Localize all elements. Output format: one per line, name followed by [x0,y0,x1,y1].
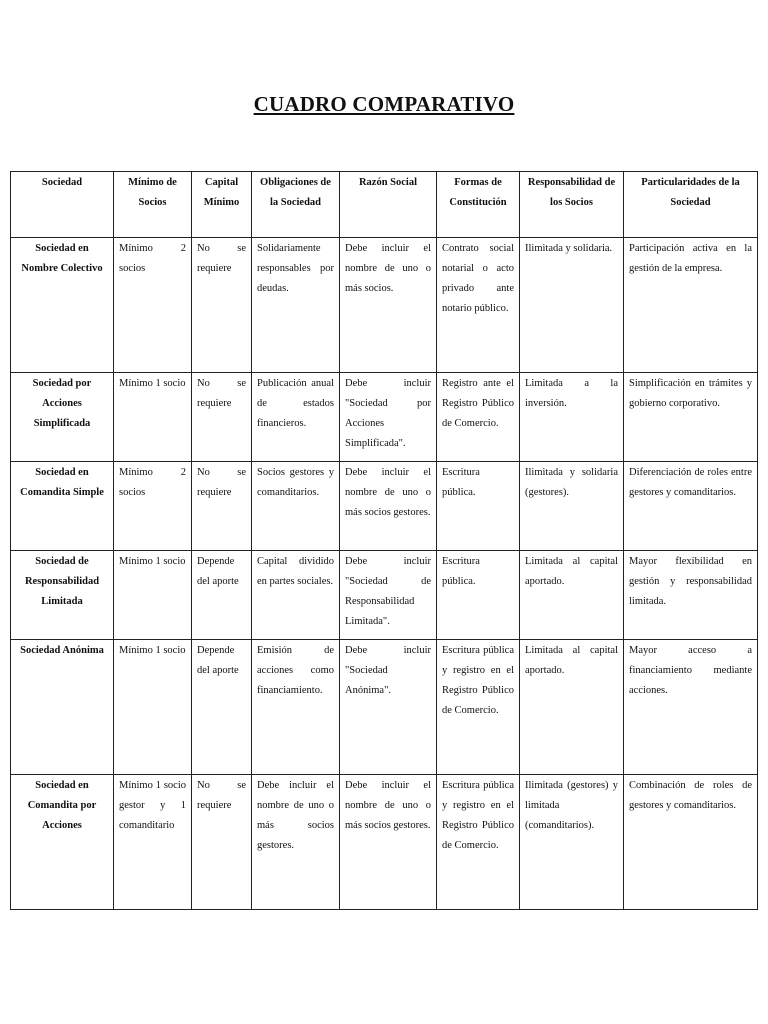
table-cell: No se requiere [192,462,252,551]
table-cell: Debe incluir el nombre de uno o más socios gestores. [252,775,340,910]
table-cell: Mínimo 1 socio gestor y 1 comanditario [114,775,192,910]
header-cell: Sociedad [11,172,114,238]
company-type-cell: Sociedad por Acciones Simplificada [11,373,114,462]
comparison-table [10,171,758,910]
table-cell: Capital dividido en partes sociales. [252,551,340,640]
table-row [11,775,758,910]
table-cell: Emisión de acciones como financiamiento. [252,640,340,775]
header-cell: Obligaciones de la Sociedad [252,172,340,238]
header-cell: Razón Social [340,172,437,238]
table-cell: No se requiere [192,373,252,462]
table-cell: Ilimitada y solidaria. [520,238,624,373]
table-cell: Participación activa en la gestión de la empresa. [624,238,758,373]
table-row [11,640,758,775]
table-cell: Depende del aporte [192,640,252,775]
table-cell: No se requiere [192,775,252,910]
header-cell: Capital Mínimo [192,172,252,238]
company-type-cell: Sociedad Anónima [11,640,114,775]
table-cell: Mínimo 2 socios [114,238,192,373]
table-cell: Mínimo 2 socios [114,462,192,551]
table-cell: Combinación de roles de gestores y comanditarios. [624,775,758,910]
company-type-cell: Sociedad en Comandita por Acciones [11,775,114,910]
company-type-cell: Sociedad en Comandita Simple [11,462,114,551]
table-cell: Debe incluir "Sociedad Anónima". [340,640,437,775]
table-cell: Limitada al capital aportado. [520,551,624,640]
header-cell: Formas de Constitución [437,172,520,238]
table-body [11,172,758,910]
company-type-cell: Sociedad de Responsabilidad Limitada [11,551,114,640]
table-cell: Limitada al capital aportado. [520,640,624,775]
document-title: CUADRO COMPARATIVO [253,92,515,116]
table-cell: Depende del aporte [192,551,252,640]
table-cell: Debe incluir el nombre de uno o más socios gestores. [340,775,437,910]
table-cell: Ilimitada (gestores) y limitada (comanditarios). [520,775,624,910]
table-cell: Publicación anual de estados financieros. [252,373,340,462]
table-cell: Mínimo 1 socio [114,551,192,640]
table-cell: Escritura pública. [437,462,520,551]
table-cell: Escritura pública y registro en el Registro Público de Comercio. [437,775,520,910]
table-cell: Debe incluir el nombre de uno o más socios gestores. [340,462,437,551]
table-cell: Ilimitada y solidaria (gestores). [520,462,624,551]
table-cell: No se requiere [192,238,252,373]
table-cell: Diferenciación de roles entre gestores y comanditarios. [624,462,758,551]
table-cell: Mayor flexibilidad en gestión y responsabilidad limitada. [624,551,758,640]
table-cell: Mínimo 1 socio [114,640,192,775]
table-cell: Debe incluir "Sociedad de Responsabilidad Limitada". [340,551,437,640]
table-cell: Mayor acceso a financiamiento mediante acciones. [624,640,758,775]
table-row [11,551,758,640]
table-cell: Debe incluir "Sociedad por Acciones Simplificada". [340,373,437,462]
table-row [11,462,758,551]
header-cell: Responsabilidad de los Socios [520,172,624,238]
table-cell: Escritura pública. [437,551,520,640]
table-cell: Mínimo 1 socio [114,373,192,462]
table-cell: Contrato social notarial o acto privado ante notario público. [437,238,520,373]
table-row [11,238,758,373]
table-cell: Simplificación en trámites y gobierno corporativo. [624,373,758,462]
header-row [11,172,758,238]
table-cell: Registro ante el Registro Público de Comercio. [437,373,520,462]
table-cell: Socios gestores y comanditarios. [252,462,340,551]
company-type-cell: Sociedad en Nombre Colectivo [11,238,114,373]
table-cell: Limitada a la inversión. [520,373,624,462]
header-cell: Mínimo de Socios [114,172,192,238]
table-cell: Debe incluir el nombre de uno o más socios. [340,238,437,373]
table-row [11,373,758,462]
table-cell: Escritura pública y registro en el Registro Público de Comercio. [437,640,520,775]
header-cell: Particularidades de la Sociedad [624,172,758,238]
table-cell: Solidariamente responsables por deudas. [252,238,340,373]
